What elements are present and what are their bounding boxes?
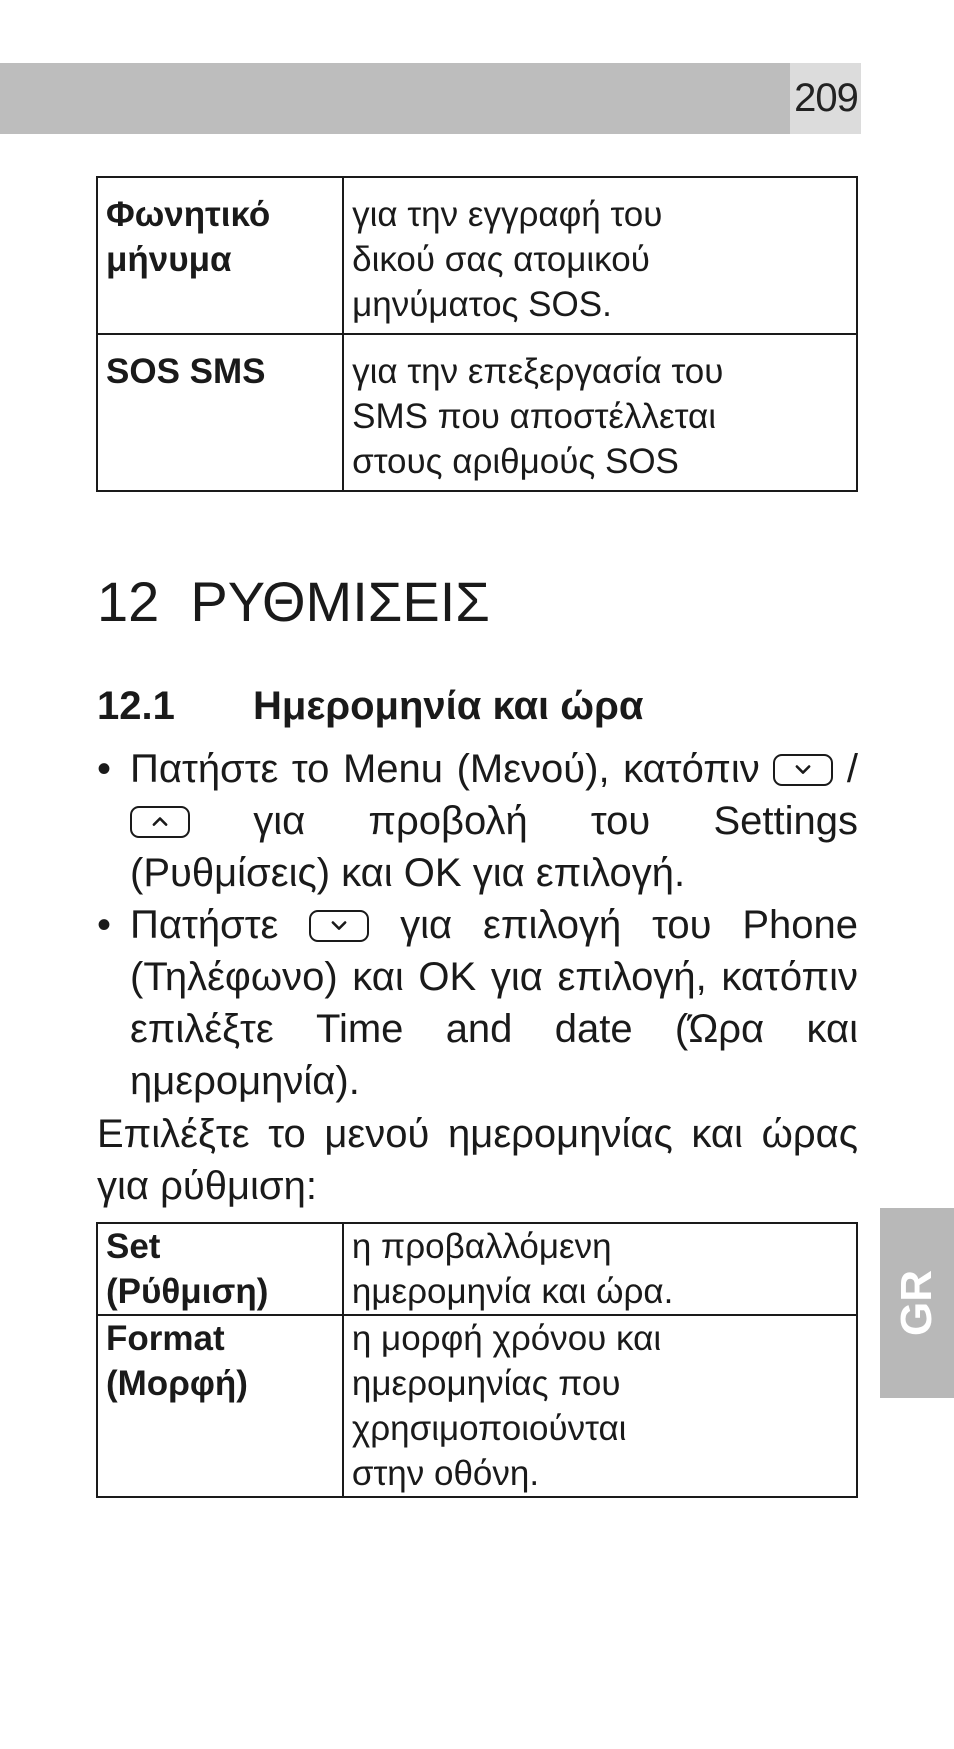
desc-text: ημερομηνία και ώρα.: [351, 1272, 674, 1311]
desc-text: χρησιμοποιούνται: [351, 1409, 627, 1448]
table-desc-cell: [343, 334, 857, 491]
table-row: [97, 177, 857, 334]
section-title: ΡΥΘΜΙΣΕΙΣ: [190, 570, 490, 633]
table-row: [97, 334, 857, 491]
table-desc-cell: [343, 177, 857, 334]
desc-text: δικού σας ατομικού: [352, 240, 650, 279]
bullet-dot: •: [97, 903, 112, 947]
page-number: 209: [794, 76, 858, 120]
bullet-dot: •: [97, 747, 112, 791]
term-text: (Μορφή): [106, 1364, 248, 1403]
table-term-cell: [97, 1315, 343, 1497]
header-bar: [0, 63, 790, 134]
term-text: μήνυμα: [106, 240, 232, 279]
table-term-cell: [97, 334, 343, 491]
language-tab-label: [880, 1208, 954, 1398]
desc-text: στην οθόνη.: [351, 1454, 540, 1493]
desc-text: για την επεξεργασία του: [352, 352, 724, 391]
list-item: [97, 899, 858, 1107]
section-number: 12: [97, 570, 160, 633]
term-text: Format: [106, 1319, 225, 1358]
table-row: [97, 1315, 857, 1497]
desc-text: μηνύματος SOS.: [352, 285, 612, 324]
desc-text: SMS που αποστέλλεται: [352, 397, 716, 436]
down-arrow-key-icon: [309, 910, 369, 942]
desc-text: για την εγγραφή του: [352, 195, 663, 234]
term-text: Set: [106, 1227, 161, 1266]
language-code: GR: [892, 1270, 941, 1336]
datetime-options-table: [96, 1222, 858, 1498]
desc-text: η προβαλλόμενη: [351, 1227, 612, 1266]
instruction-list: [97, 743, 858, 1107]
section-heading: [97, 567, 490, 637]
subsection-number: 12.1: [97, 684, 175, 728]
table-row: [97, 1223, 857, 1315]
desc-text: ημερομηνίας που: [351, 1364, 621, 1403]
bullet-text: Πατήστε το Menu (Μενού), κατόπιν: [130, 747, 760, 791]
desc-text: η μορφή χρόνου και: [351, 1319, 662, 1358]
desc-text: στους αριθμούς SOS: [352, 442, 679, 481]
up-arrow-key-icon: [130, 806, 190, 838]
term-text: Φωνητικό: [106, 195, 271, 234]
table-term-cell: [97, 177, 343, 334]
bullet-text: για προβολή του Settings (Ρυθμίσεις) και OK για επιλογή.: [130, 799, 858, 895]
term-text: (Ρύθμιση): [106, 1272, 269, 1311]
table-desc-cell: [343, 1223, 857, 1315]
list-item: [97, 743, 858, 899]
subsection-title: Ημερομηνία και ώρα: [253, 684, 644, 728]
sos-options-table: [96, 176, 858, 492]
bullet-text: Πατήστε: [130, 903, 279, 947]
term-text: SOS SMS: [106, 352, 266, 391]
down-arrow-key-icon: [773, 754, 833, 786]
separator-text: /: [846, 747, 858, 791]
table-term-cell: [97, 1223, 343, 1315]
instruction-paragraph: Επιλέξτε το μενού ημερομηνίας και ώρας για ρύθμιση:: [97, 1112, 858, 1208]
table-desc-cell: [343, 1315, 857, 1497]
bullet-text: για επιλογή του Phone (Τηλέφωνο) και OK για επιλογή, κατόπιν επιλέξτε Time and date (Ώρα και ημερομηνία).: [130, 903, 858, 1103]
subsection-heading: [97, 678, 643, 734]
